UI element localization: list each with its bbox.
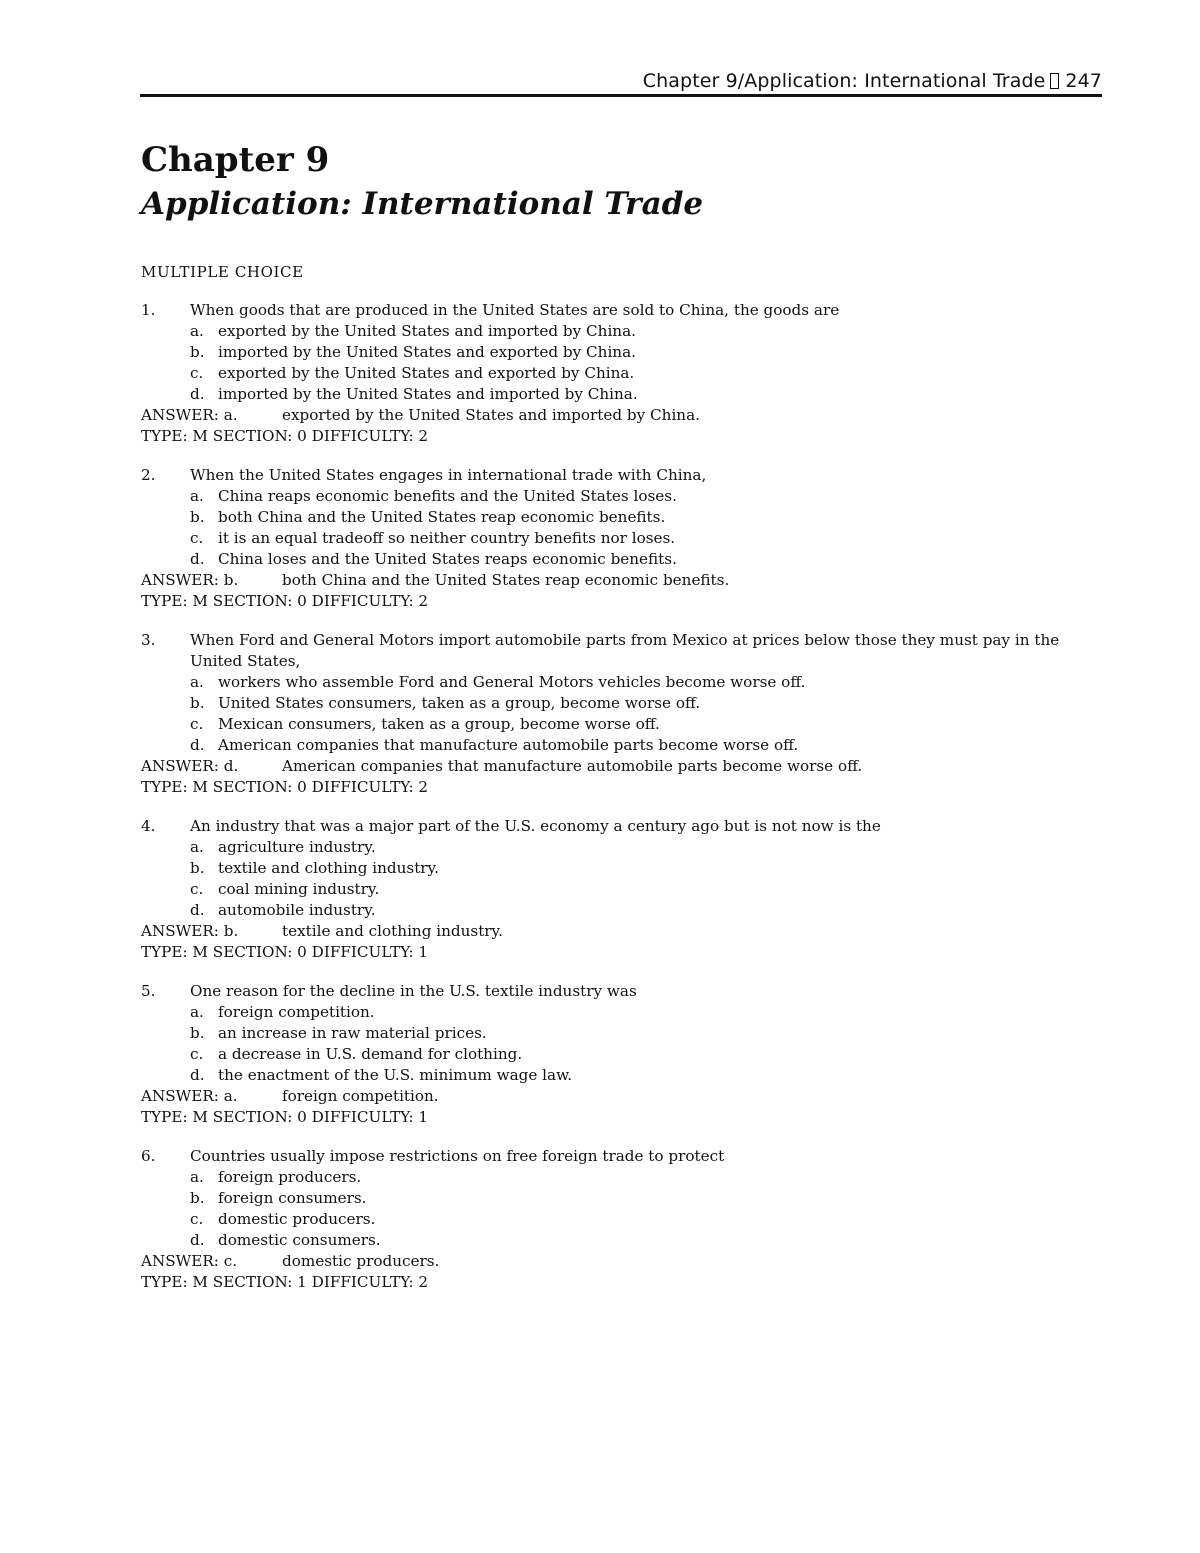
question-number: 2.	[141, 466, 156, 484]
option-text: the enactment of the U.S. minimum wage law.	[218, 1066, 573, 1084]
option-item	[141, 672, 1101, 693]
option-item	[141, 384, 1101, 405]
question-number: 1.	[141, 301, 156, 319]
option-letter: b.	[190, 343, 205, 361]
option-text: textile and clothing industry.	[218, 859, 439, 877]
question-4	[141, 816, 1101, 963]
option-letter: b.	[190, 1024, 205, 1042]
question-metadata: TYPE: M SECTION: 0 DIFFICULTY: 2	[141, 427, 429, 445]
question-metadata: TYPE: M SECTION: 0 DIFFICULTY: 2	[141, 592, 429, 610]
answer-letter: b.	[223, 922, 239, 940]
running-header-title: Chapter 9/Application: International Trade	[642, 70, 1046, 92]
option-item	[141, 1023, 1101, 1044]
question-stem	[141, 465, 1101, 486]
chapter-number: Chapter 9	[141, 140, 330, 180]
option-text: domestic consumers.	[218, 1231, 381, 1249]
option-letter: c.	[190, 364, 204, 382]
option-list	[141, 1002, 1101, 1086]
answer-text: foreign competition.	[282, 1087, 439, 1105]
answer-label: ANSWER:	[141, 406, 219, 424]
question-6	[141, 1146, 1101, 1293]
option-text: imported by the United States and imported by China.	[218, 385, 638, 403]
answer-letter: a.	[223, 406, 238, 424]
answer-label: ANSWER:	[141, 922, 219, 940]
question-number: 6.	[141, 1147, 156, 1165]
question-number: 3.	[141, 631, 156, 649]
question-stem	[141, 816, 1101, 837]
question-3	[141, 630, 1101, 798]
option-text: imported by the United States and exported by China.	[218, 343, 636, 361]
chapter-title: Application: International Trade	[141, 186, 704, 222]
question-text: An industry that was a major part of the U.S. economy a century ago but is not now is the	[190, 817, 881, 835]
option-letter: a.	[190, 1003, 204, 1021]
option-text: exported by the United States and exported by China.	[218, 364, 635, 382]
answer-line	[141, 405, 1101, 426]
answer-label: ANSWER:	[141, 571, 219, 589]
option-item	[141, 1188, 1101, 1209]
question-stem	[141, 300, 1101, 321]
option-item	[141, 1209, 1101, 1230]
question-text: When Ford and General Motors import automobile parts from Mexico at prices below those they must pay in the United States,	[190, 631, 1060, 670]
option-letter: a.	[190, 673, 204, 691]
option-text: an increase in raw material prices.	[218, 1024, 487, 1042]
question-list	[141, 300, 1101, 1311]
question-5	[141, 981, 1101, 1128]
header-rule	[140, 94, 1102, 97]
question-stem	[141, 630, 1101, 672]
option-list	[141, 672, 1101, 756]
option-text: it is an equal tradeoff so neither country benefits nor loses.	[218, 529, 676, 547]
answer-line	[141, 921, 1101, 942]
answer-text: exported by the United States and imported by China.	[282, 406, 700, 424]
question-stem	[141, 981, 1101, 1002]
option-text: foreign producers.	[218, 1168, 362, 1186]
option-item	[141, 486, 1101, 507]
question-metadata: TYPE: M SECTION: 0 DIFFICULTY: 1	[141, 1108, 429, 1126]
option-letter: d.	[190, 1231, 205, 1249]
option-text: China reaps economic benefits and the United States loses.	[218, 487, 677, 505]
answer-label: ANSWER:	[141, 757, 219, 775]
option-item	[141, 735, 1101, 756]
option-item	[141, 693, 1101, 714]
option-item	[141, 1002, 1101, 1023]
option-text: a decrease in U.S. demand for clothing.	[218, 1045, 523, 1063]
answer-letter: d.	[223, 757, 239, 775]
question-text: One reason for the decline in the U.S. textile industry was	[190, 982, 637, 1000]
answer-label: ANSWER:	[141, 1252, 219, 1270]
option-letter: d.	[190, 901, 205, 919]
option-letter: b.	[190, 508, 205, 526]
question-number: 4.	[141, 817, 156, 835]
answer-letter: c.	[223, 1252, 238, 1270]
option-letter: a.	[190, 322, 204, 340]
question-1	[141, 300, 1101, 447]
option-letter: c.	[190, 880, 204, 898]
question-metadata: TYPE: M SECTION: 0 DIFFICULTY: 1	[141, 943, 429, 961]
option-text: exported by the United States and imported by China.	[218, 322, 636, 340]
option-letter: b.	[190, 1189, 205, 1207]
option-item	[141, 342, 1101, 363]
question-text: When goods that are produced in the United States are sold to China, the goods are	[190, 301, 840, 319]
page-number: 247	[1065, 70, 1102, 92]
question-number: 5.	[141, 982, 156, 1000]
option-text: foreign consumers.	[218, 1189, 367, 1207]
option-item	[141, 714, 1101, 735]
answer-text: textile and clothing industry.	[282, 922, 503, 940]
option-letter: d.	[190, 385, 205, 403]
answer-label: ANSWER:	[141, 1087, 219, 1105]
running-header	[643, 70, 1102, 92]
option-item	[141, 1065, 1101, 1086]
option-item	[141, 549, 1101, 570]
option-text: foreign competition.	[218, 1003, 375, 1021]
option-item	[141, 900, 1101, 921]
option-text: American companies that manufacture automobile parts become worse off.	[218, 736, 799, 754]
answer-line	[141, 1086, 1101, 1107]
option-item	[141, 879, 1101, 900]
option-letter: c.	[190, 715, 204, 733]
option-item	[141, 837, 1101, 858]
section-label: MULTIPLE CHOICE	[141, 263, 304, 281]
missing-glyph-box-icon	[1050, 73, 1059, 89]
option-item	[141, 1167, 1101, 1188]
option-item	[141, 1044, 1101, 1065]
option-item	[141, 507, 1101, 528]
option-list	[141, 1167, 1101, 1251]
option-letter: c.	[190, 1210, 204, 1228]
answer-line	[141, 756, 1101, 777]
option-text: both China and the United States reap economic benefits.	[218, 508, 666, 526]
option-list	[141, 486, 1101, 570]
option-letter: c.	[190, 529, 204, 547]
question-2	[141, 465, 1101, 612]
option-text: agriculture industry.	[218, 838, 376, 856]
option-letter: d.	[190, 1066, 205, 1084]
question-metadata: TYPE: M SECTION: 0 DIFFICULTY: 2	[141, 778, 429, 796]
option-text: Mexican consumers, taken as a group, become worse off.	[218, 715, 660, 733]
option-item	[141, 321, 1101, 342]
option-item	[141, 858, 1101, 879]
option-list	[141, 321, 1101, 405]
option-letter: a.	[190, 1168, 204, 1186]
answer-letter: b.	[223, 571, 239, 589]
option-letter: b.	[190, 694, 205, 712]
option-text: United States consumers, taken as a group, become worse off.	[218, 694, 701, 712]
question-stem	[141, 1146, 1101, 1167]
question-text: Countries usually impose restrictions on free foreign trade to protect	[190, 1147, 725, 1165]
option-letter: b.	[190, 859, 205, 877]
answer-line	[141, 1251, 1101, 1272]
option-text: domestic producers.	[218, 1210, 376, 1228]
option-text: workers who assemble Ford and General Motors vehicles become worse off.	[218, 673, 806, 691]
option-letter: a.	[190, 487, 204, 505]
option-letter: c.	[190, 1045, 204, 1063]
option-letter: a.	[190, 838, 204, 856]
option-letter: d.	[190, 550, 205, 568]
option-text: coal mining industry.	[218, 880, 380, 898]
option-text: automobile industry.	[218, 901, 376, 919]
answer-text: American companies that manufacture automobile parts become worse off.	[282, 757, 863, 775]
option-letter: d.	[190, 736, 205, 754]
option-item	[141, 363, 1101, 384]
option-item	[141, 528, 1101, 549]
option-text: China loses and the United States reaps economic benefits.	[218, 550, 677, 568]
answer-line	[141, 570, 1101, 591]
question-metadata: TYPE: M SECTION: 1 DIFFICULTY: 2	[141, 1273, 429, 1291]
answer-text: domestic producers.	[282, 1252, 440, 1270]
question-text: When the United States engages in international trade with China,	[190, 466, 707, 484]
option-list	[141, 837, 1101, 921]
answer-text: both China and the United States reap economic benefits.	[282, 571, 730, 589]
answer-letter: a.	[223, 1087, 238, 1105]
option-item	[141, 1230, 1101, 1251]
